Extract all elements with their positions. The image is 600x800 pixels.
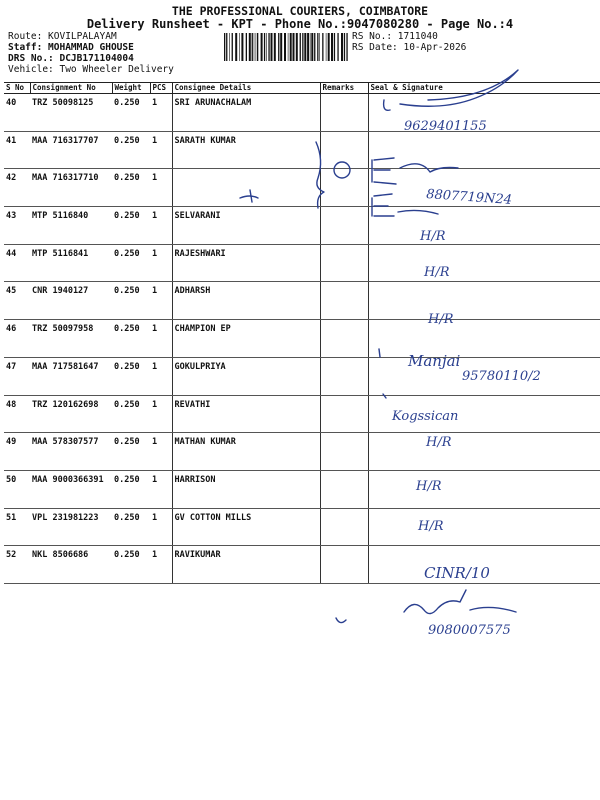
- remarks-cell: [320, 546, 368, 584]
- barcode-bar: [317, 33, 318, 61]
- sno-cell: 43: [4, 207, 30, 245]
- table-row: [4, 470, 600, 508]
- consignment-cell: NKL 8506686: [30, 546, 112, 584]
- sno-cell: 45: [4, 282, 30, 320]
- consignment-cell: CNR 1940127: [30, 282, 112, 320]
- weight-cell: 0.250: [112, 207, 150, 245]
- handwritten-phone: 95780110/2: [462, 369, 541, 384]
- handwritten-note: CINR/10: [424, 564, 490, 582]
- barcode-bar: [254, 33, 255, 61]
- remarks-cell: [320, 207, 368, 245]
- signature-cell: [368, 282, 600, 320]
- pcs-cell: 1: [150, 508, 172, 546]
- barcode-bar: [235, 33, 237, 61]
- company-title: THE PROFESSIONAL COURIERS, COIMBATORE: [171, 4, 429, 18]
- remarks-cell: [320, 320, 368, 358]
- col-consignment: Consignment No: [30, 83, 112, 94]
- col-signature: Seal & Signature: [368, 83, 600, 94]
- remarks-cell: [320, 395, 368, 433]
- signature-cell: [368, 433, 600, 471]
- consignment-cell: MAA 716317707: [30, 131, 112, 169]
- consignee-cell: RAVIKUMAR: [172, 546, 320, 584]
- table-row: [4, 244, 600, 282]
- consignee-cell: RAJESHWARI: [172, 244, 320, 282]
- consignee-cell: HARRISON: [172, 470, 320, 508]
- barcode-bar: [290, 33, 292, 61]
- consignee-cell: GOKULPRIYA: [172, 357, 320, 395]
- handwritten-hr: H/R: [428, 312, 454, 327]
- barcode-bar: [246, 33, 247, 61]
- rs-date: RS Date: 10-Apr-2026: [352, 42, 467, 53]
- barcode-bar: [239, 33, 240, 61]
- barcode-bar: [311, 33, 313, 61]
- barcode-bar: [278, 33, 279, 61]
- barcode-bar: [261, 33, 263, 61]
- sno-cell: 47: [4, 357, 30, 395]
- route-info-block: [8, 31, 174, 75]
- col-consignee: Consignee Details: [172, 83, 320, 94]
- consignee-cell: ADHARSH: [172, 282, 320, 320]
- consignee-cell: SARATH KUMAR: [172, 131, 320, 169]
- table-row: [4, 94, 600, 132]
- weight-cell: 0.250: [112, 169, 150, 207]
- signature-cell: [368, 169, 600, 207]
- signature-cell: [368, 546, 600, 584]
- handwritten-phone: 9629401155: [404, 119, 487, 134]
- consignment-cell: TRZ 50098125: [30, 94, 112, 132]
- pcs-cell: 1: [150, 470, 172, 508]
- sno-cell: 41: [4, 131, 30, 169]
- remarks-cell: [320, 508, 368, 546]
- barcode-bar: [256, 33, 257, 61]
- barcode-bar: [344, 33, 345, 61]
- remarks-cell: [320, 244, 368, 282]
- consignee-cell: SELVARANI: [172, 207, 320, 245]
- barcode-bar: [288, 33, 289, 61]
- remarks-cell: [320, 433, 368, 471]
- barcode-bar: [268, 33, 269, 61]
- remarks-cell: [320, 169, 368, 207]
- col-sno: S No: [4, 83, 30, 94]
- barcode-bar: [337, 33, 338, 61]
- remarks-cell: [320, 94, 368, 132]
- barcode-bar: [346, 33, 347, 61]
- table-row: [4, 320, 600, 358]
- barcode-bar: [241, 33, 243, 61]
- weight-cell: 0.250: [112, 433, 150, 471]
- remarks-cell: [320, 357, 368, 395]
- weight-cell: 0.250: [112, 508, 150, 546]
- pcs-cell: 1: [150, 94, 172, 132]
- consignment-cell: MTP 5116840: [30, 207, 112, 245]
- barcode-bar: [328, 33, 330, 61]
- pcs-cell: 1: [150, 433, 172, 471]
- consignment-cell: TRZ 50097958: [30, 320, 112, 358]
- drs-number: DRS No.: DCJB171104004: [8, 53, 134, 64]
- signature-cell: [368, 94, 600, 132]
- table-row: [4, 546, 600, 584]
- barcode-bar: [274, 33, 276, 61]
- remarks-cell: [320, 282, 368, 320]
- signature-mark: [404, 590, 516, 614]
- weight-cell: 0.250: [112, 470, 150, 508]
- barcode-bar: [322, 33, 323, 61]
- table-header-row: [4, 83, 600, 94]
- weight-cell: 0.250: [112, 131, 150, 169]
- sno-cell: 49: [4, 433, 30, 471]
- handwritten-hr: H/R: [420, 229, 446, 244]
- table-row: [4, 207, 600, 245]
- handwritten-name: Manjai: [408, 352, 461, 370]
- consignee-cell: SRI ARUNACHALAM: [172, 94, 320, 132]
- pcs-cell: 1: [150, 395, 172, 433]
- rs-info-block: [352, 31, 466, 53]
- sno-cell: 51: [4, 508, 30, 546]
- remarks-cell: [320, 131, 368, 169]
- consignee-cell: MATHAN KUMAR: [172, 433, 320, 471]
- table-row: [4, 508, 600, 546]
- col-pcs: PCS: [150, 83, 172, 94]
- weight-cell: 0.250: [112, 320, 150, 358]
- barcode-bar: [264, 33, 265, 61]
- consignee-cell: [172, 169, 320, 207]
- consignment-cell: TRZ 120162698: [30, 395, 112, 433]
- handwritten-name: Kogssican: [392, 409, 459, 424]
- barcode-bar: [302, 33, 303, 61]
- consignment-cell: MAA 9000366391: [30, 470, 112, 508]
- rs-number: RS No.: 1711040: [352, 31, 438, 42]
- pcs-cell: 1: [150, 357, 172, 395]
- signature-cell: [368, 470, 600, 508]
- barcode-bar: [304, 33, 306, 61]
- barcode-bar: [271, 33, 273, 61]
- barcode-bar: [229, 33, 230, 61]
- signature-cell: [368, 508, 600, 546]
- barcode-bar: [319, 33, 320, 61]
- barcode-bar: [284, 33, 286, 61]
- consignment-cell: VPL 231981223: [30, 508, 112, 546]
- handwritten-phone: 9080007575: [428, 623, 511, 638]
- weight-cell: 0.250: [112, 395, 150, 433]
- handwritten-phone: 8807719N24: [425, 187, 513, 208]
- barcode-bar: [341, 33, 343, 61]
- pcs-cell: 1: [150, 244, 172, 282]
- barcode-bar: [226, 33, 227, 61]
- sno-cell: 42: [4, 169, 30, 207]
- weight-cell: 0.250: [112, 282, 150, 320]
- table-row: [4, 169, 600, 207]
- sno-cell: 52: [4, 546, 30, 584]
- signature-cell: [368, 357, 600, 395]
- barcode-bar: [296, 33, 298, 61]
- remarks-mark: [336, 618, 346, 623]
- barcode-bar: [314, 33, 315, 61]
- handwritten-hr: H/R: [418, 519, 444, 534]
- handwritten-hr: H/R: [426, 435, 452, 450]
- barcode-bar: [249, 33, 251, 61]
- consignment-cell: MTP 5116841: [30, 244, 112, 282]
- barcode-bar: [280, 33, 282, 61]
- table-row: [4, 131, 600, 169]
- vehicle-label: Vehicle: Two Wheeler Delivery: [8, 64, 174, 75]
- signature-cell: [368, 244, 600, 282]
- staff-label: Staff: MOHAMMAD GHOUSE: [8, 42, 134, 53]
- barcode-bar: [331, 33, 333, 61]
- weight-cell: 0.250: [112, 244, 150, 282]
- consignment-cell: MAA 717581647: [30, 357, 112, 395]
- sno-cell: 44: [4, 244, 30, 282]
- remarks-cell: [320, 470, 368, 508]
- table-row: [4, 357, 600, 395]
- consignee-cell: REVATHI: [172, 395, 320, 433]
- signature-cell: [368, 207, 600, 245]
- signature-cell: [368, 395, 600, 433]
- pcs-cell: 1: [150, 169, 172, 207]
- barcode-image: [224, 33, 348, 61]
- barcode-bar: [307, 33, 309, 61]
- signature-cell: [368, 320, 600, 358]
- sno-cell: 48: [4, 395, 30, 433]
- handwritten-hr: H/R: [424, 265, 450, 280]
- barcode-bar: [252, 33, 253, 61]
- barcode-bar: [257, 33, 258, 61]
- barcode-bar: [266, 33, 267, 61]
- table-row: [4, 395, 600, 433]
- barcode-bar: [310, 33, 311, 61]
- pcs-cell: 1: [150, 320, 172, 358]
- runsheet-subtitle: Delivery Runsheet - KPT - Phone No.:9047080280 - Page No.:4: [86, 17, 514, 31]
- pcs-cell: 1: [150, 546, 172, 584]
- consignment-cell: MAA 578307577: [30, 433, 112, 471]
- handwritten-hr: H/R: [416, 479, 442, 494]
- consignee-cell: GV COTTON MILLS: [172, 508, 320, 546]
- signature-cell: [368, 131, 600, 169]
- consignment-cell: MAA 716317710: [30, 169, 112, 207]
- col-remarks: Remarks: [320, 83, 368, 94]
- pcs-cell: 1: [150, 131, 172, 169]
- barcode-bar: [224, 33, 225, 61]
- weight-cell: 0.250: [112, 546, 150, 584]
- runsheet-table: [4, 82, 600, 584]
- consignee-cell: CHAMPION EP: [172, 320, 320, 358]
- pcs-cell: 1: [150, 282, 172, 320]
- weight-cell: 0.250: [112, 94, 150, 132]
- barcode-bar: [293, 33, 295, 61]
- barcode-bar: [326, 33, 327, 61]
- sno-cell: 50: [4, 470, 30, 508]
- col-weight: Weight: [112, 83, 150, 94]
- weight-cell: 0.250: [112, 357, 150, 395]
- barcode-bar: [334, 33, 335, 61]
- barcode-bar: [232, 33, 233, 61]
- sno-cell: 40: [4, 94, 30, 132]
- barcode-bar: [300, 33, 301, 61]
- table-row: [4, 433, 600, 471]
- route-label: Route: KOVILPALAYAM: [8, 31, 117, 42]
- table-row: [4, 282, 600, 320]
- pcs-cell: 1: [150, 207, 172, 245]
- sno-cell: 46: [4, 320, 30, 358]
